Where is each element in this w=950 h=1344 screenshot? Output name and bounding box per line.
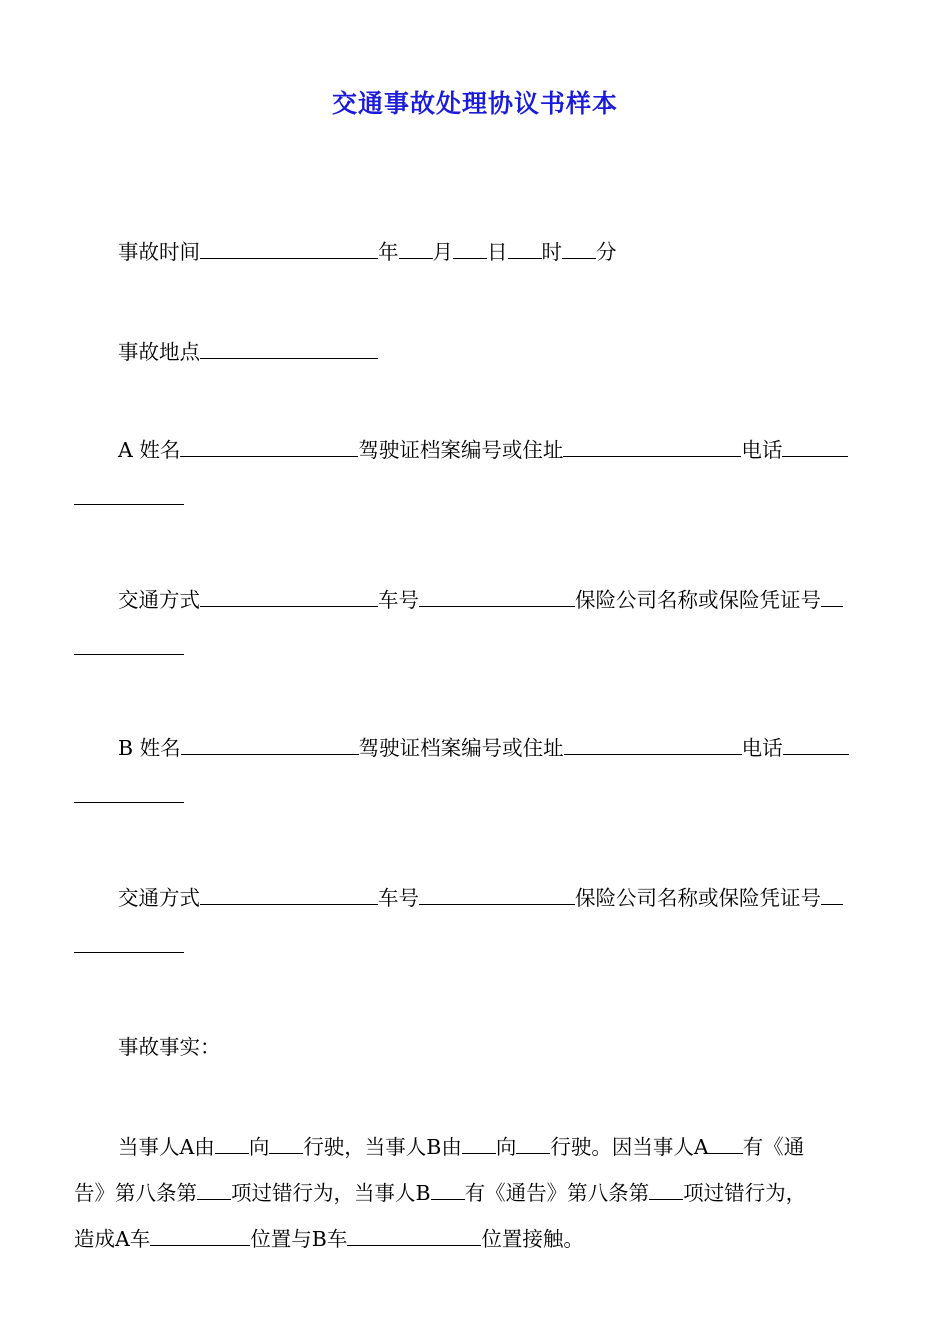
blank-field[interactable] xyxy=(347,1223,481,1246)
blank-field[interactable] xyxy=(563,434,741,457)
party-b-insurance-continuation xyxy=(74,930,880,961)
facts-text: 当事人A由 xyxy=(118,1135,215,1159)
year-label: 年 xyxy=(378,240,399,264)
blank-field[interactable] xyxy=(74,482,184,505)
facts-text: 告》第八条第 xyxy=(74,1181,197,1205)
party-a-phone-continuation xyxy=(74,482,880,513)
blank-field[interactable] xyxy=(200,236,378,259)
party-b-name-label: B 姓名 xyxy=(118,736,181,760)
party-b-license-label: 驾驶证档案编号或住址 xyxy=(358,736,564,760)
party-a-phone-label: 电话 xyxy=(741,438,783,462)
blank-field[interactable] xyxy=(399,236,433,259)
blank-field[interactable] xyxy=(181,732,359,755)
blank-field[interactable] xyxy=(74,632,184,655)
day-label: 日 xyxy=(487,240,508,264)
facts-paragraph xyxy=(74,1131,880,1275)
blank-field[interactable] xyxy=(453,236,487,259)
blank-field[interactable] xyxy=(782,434,848,457)
blank-field[interactable] xyxy=(74,930,184,953)
blank-field[interactable] xyxy=(215,1131,249,1154)
blank-field[interactable] xyxy=(709,1131,743,1154)
blank-field[interactable] xyxy=(649,1177,683,1200)
facts-text: 有《通 xyxy=(742,1135,805,1159)
facts-row-1 xyxy=(74,1131,880,1161)
blank-field[interactable] xyxy=(508,236,542,259)
blank-field[interactable] xyxy=(200,336,378,359)
facts-text: 行驶。因当事人A xyxy=(550,1135,709,1159)
blank-field[interactable] xyxy=(783,732,849,755)
party-b-plate-label: 车号 xyxy=(378,886,419,910)
party-a-insurance-label: 保险公司名称或保险凭证号 xyxy=(575,588,821,612)
blank-field[interactable] xyxy=(197,1177,231,1200)
facts-text: 位置接触。 xyxy=(481,1227,584,1251)
facts-text: 造成A车 xyxy=(74,1227,151,1251)
blank-field[interactable] xyxy=(269,1131,303,1154)
accident-time-line xyxy=(74,236,924,267)
party-a-transport-line xyxy=(74,584,924,615)
blank-field[interactable] xyxy=(200,882,378,905)
blank-field[interactable] xyxy=(180,434,358,457)
facts-text: 项过错行为，当事人B xyxy=(231,1181,431,1205)
party-b-name-line xyxy=(74,732,924,763)
hour-label: 时 xyxy=(541,240,562,264)
minute-label: 分 xyxy=(596,240,617,264)
facts-text: 项过错行为， xyxy=(683,1181,807,1205)
facts-text: 行驶，当事人B由 xyxy=(303,1135,462,1159)
party-b-phone-label: 电话 xyxy=(741,736,783,760)
party-a-plate-label: 车号 xyxy=(378,588,419,612)
blank-field[interactable] xyxy=(462,1131,496,1154)
facts-heading-text: 事故事实： xyxy=(118,1035,221,1059)
facts-text: 向 xyxy=(248,1135,270,1159)
party-a-name-label: A 姓名 xyxy=(118,438,181,462)
party-a-name-line xyxy=(74,434,924,465)
document-title: 交通事故处理协议书样本 xyxy=(331,89,618,118)
blank-field[interactable] xyxy=(419,584,575,607)
party-a-insurance-continuation xyxy=(74,632,880,663)
facts-row-3 xyxy=(74,1223,880,1253)
accident-location-label: 事故地点 xyxy=(118,340,200,364)
accident-location-line xyxy=(74,336,924,367)
party-b-phone-continuation xyxy=(74,780,880,811)
blank-field[interactable] xyxy=(821,882,843,905)
facts-text: 有《通告》第八条第 xyxy=(464,1181,650,1205)
party-b-transport-line xyxy=(74,882,924,913)
blank-field[interactable] xyxy=(150,1223,250,1246)
party-a-license-label: 驾驶证档案编号或住址 xyxy=(358,438,564,462)
blank-field[interactable] xyxy=(200,584,378,607)
party-b-insurance-label: 保险公司名称或保险凭证号 xyxy=(575,886,821,910)
blank-field[interactable] xyxy=(564,732,742,755)
month-label: 月 xyxy=(432,240,453,264)
blank-field[interactable] xyxy=(431,1177,465,1200)
facts-text: 位置与B车 xyxy=(250,1227,348,1251)
blank-field[interactable] xyxy=(516,1131,550,1154)
blank-field[interactable] xyxy=(821,584,843,607)
accident-time-label: 事故时间 xyxy=(118,240,200,264)
blank-field[interactable] xyxy=(562,236,596,259)
blank-field[interactable] xyxy=(419,882,575,905)
party-a-transport-label: 交通方式 xyxy=(118,588,200,612)
blank-field[interactable] xyxy=(74,780,184,803)
party-b-transport-label: 交通方式 xyxy=(118,886,200,910)
facts-text: 向 xyxy=(495,1135,517,1159)
facts-heading xyxy=(74,1032,924,1062)
facts-row-2 xyxy=(74,1177,880,1207)
